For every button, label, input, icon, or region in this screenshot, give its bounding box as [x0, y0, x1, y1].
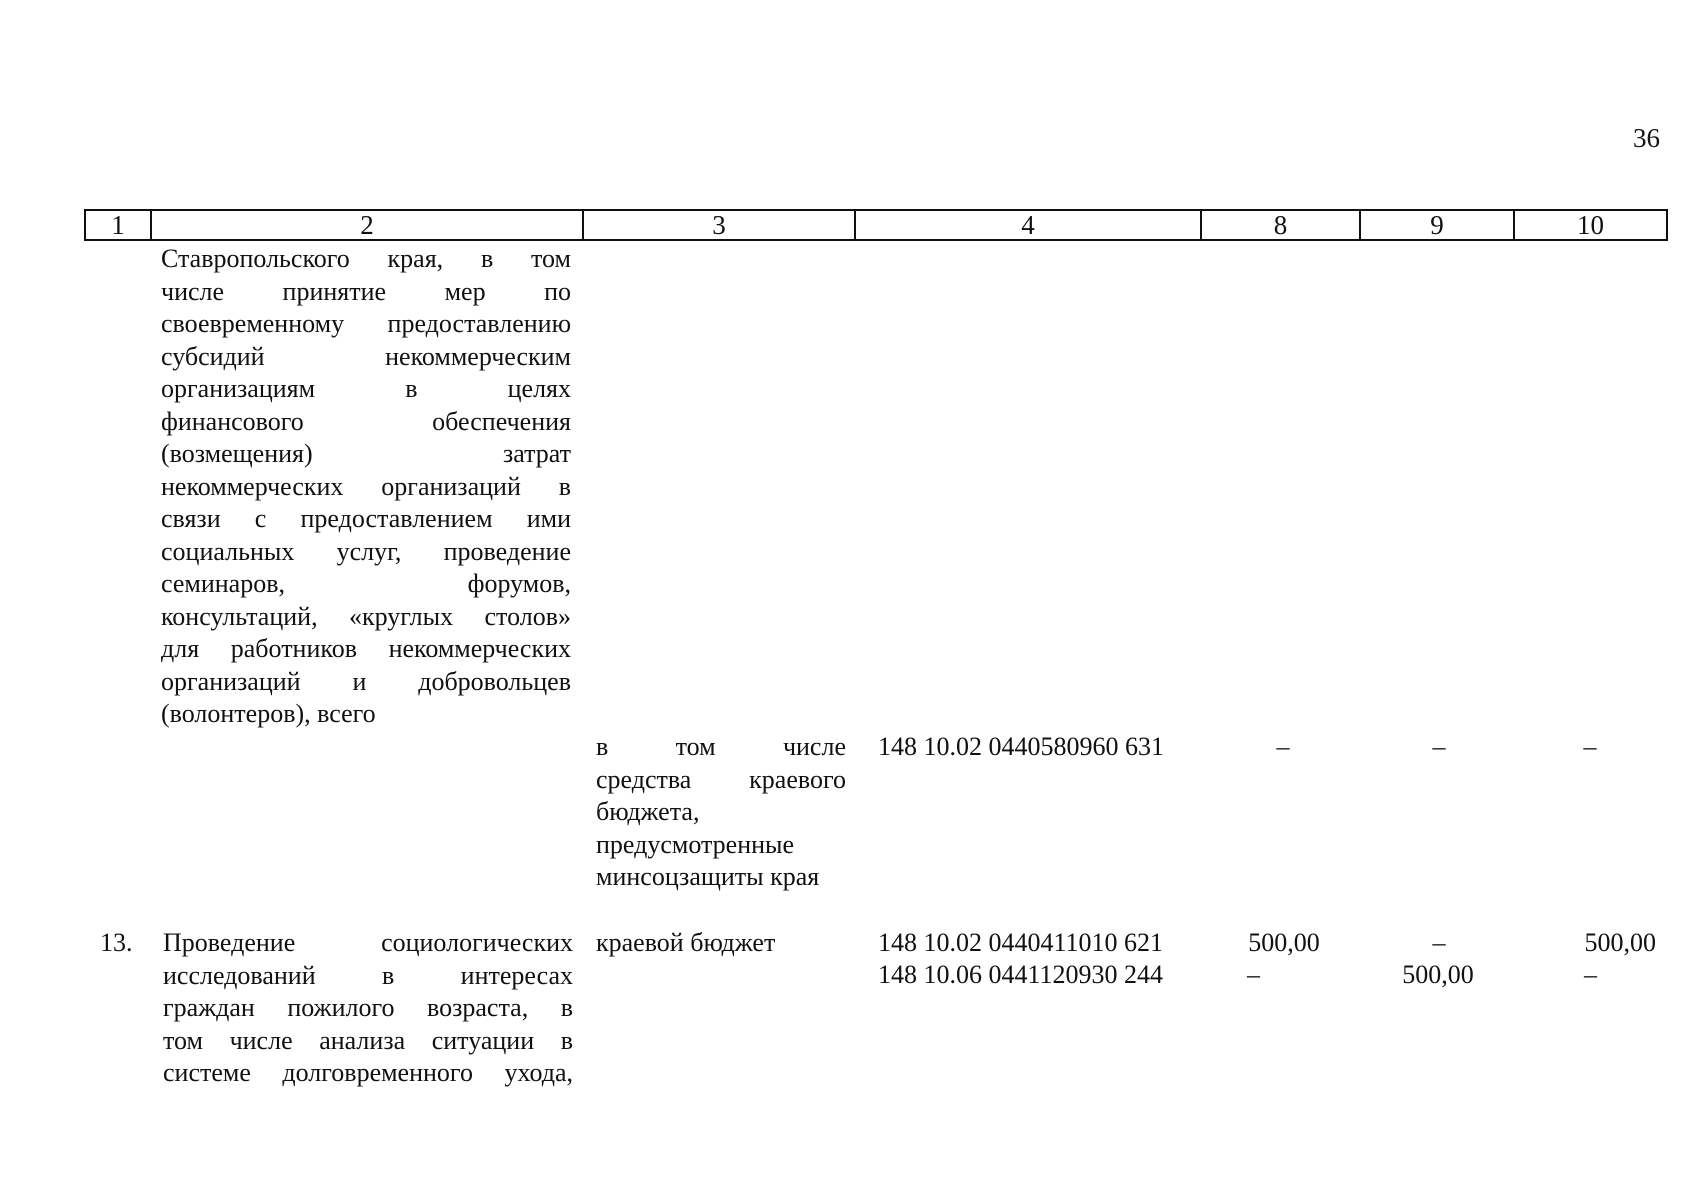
description-line: системе долговременного ухода, [163, 1058, 573, 1087]
value-col-9: 500,00 [1402, 960, 1474, 989]
description-line: числе принятие мер по [161, 276, 571, 306]
description-line: (возмещения) затрат [161, 439, 571, 468]
header-col-4: 4 [855, 210, 1201, 240]
source-line: бюджета, [596, 797, 700, 826]
description-line: субсидий некоммерческим [161, 341, 571, 371]
header-row [85, 210, 1667, 240]
source-line: предусмотренные [596, 829, 795, 859]
header-col-8: 8 [1201, 210, 1360, 240]
value-col-10: – [1584, 960, 1597, 989]
header-col-9: 9 [1360, 210, 1514, 240]
description-line: некоммерческих организаций в [161, 471, 571, 501]
row-13-description [163, 927, 573, 1090]
description-line: своевременному предоставлению [161, 309, 571, 338]
description-line: том числе анализа ситуации в [163, 1025, 573, 1055]
value-col-8: – [1276, 732, 1290, 761]
value-col-8: 500,00 [1248, 928, 1320, 957]
description-line: финансового обеспечения [161, 406, 571, 436]
value-col-10: – [1583, 732, 1597, 761]
value-col-9: – [1432, 928, 1446, 957]
funding-source: краевой бюджет [596, 928, 776, 957]
value-col-9: – [1432, 732, 1446, 761]
table-header [84, 209, 1668, 241]
description-line: организациям в целях [161, 374, 571, 403]
source-line: средства краевого [596, 764, 846, 794]
value-col-8: – [1247, 960, 1260, 989]
source-line: минсоцзащиты края [596, 862, 820, 891]
source-line: в том числе [596, 732, 846, 761]
description-line: исследований в интересах [163, 960, 573, 990]
description-line: граждан пожилого возраста, в [163, 993, 573, 1022]
description-line: Проведение социологических [163, 928, 573, 957]
value-col-10: 500,00 [1584, 928, 1656, 957]
header-col-10: 10 [1514, 210, 1667, 240]
budget-code: 148 10.06 0441120930 244 [878, 960, 1164, 989]
funding-source-regional-ministry [596, 731, 846, 894]
description-line: консультаций, «круглых столов» [161, 601, 571, 631]
budget-code: 148 10.02 0440411010 621 [878, 928, 1164, 957]
description-line: Ставропольского края, в том [161, 244, 571, 273]
header-col-3: 3 [583, 210, 855, 240]
page-number: 36 [1633, 123, 1660, 153]
description-line: социальных услуг, проведение [161, 536, 571, 566]
description-line: для работников некоммерческих [161, 634, 571, 663]
description-line: организаций и добровольцев [161, 666, 571, 696]
row-continuation-description [161, 243, 571, 731]
budget-code: 148 10.02 0440580960 631 [878, 732, 1164, 761]
header-col-2: 2 [151, 210, 583, 240]
row-number: 13. [100, 928, 133, 957]
description-line: семинаров, форумов, [161, 569, 571, 598]
description-line: связи с предоставлением ими [161, 504, 571, 533]
description-line: (волонтеров), всего [161, 699, 376, 728]
header-col-1: 1 [85, 210, 151, 240]
